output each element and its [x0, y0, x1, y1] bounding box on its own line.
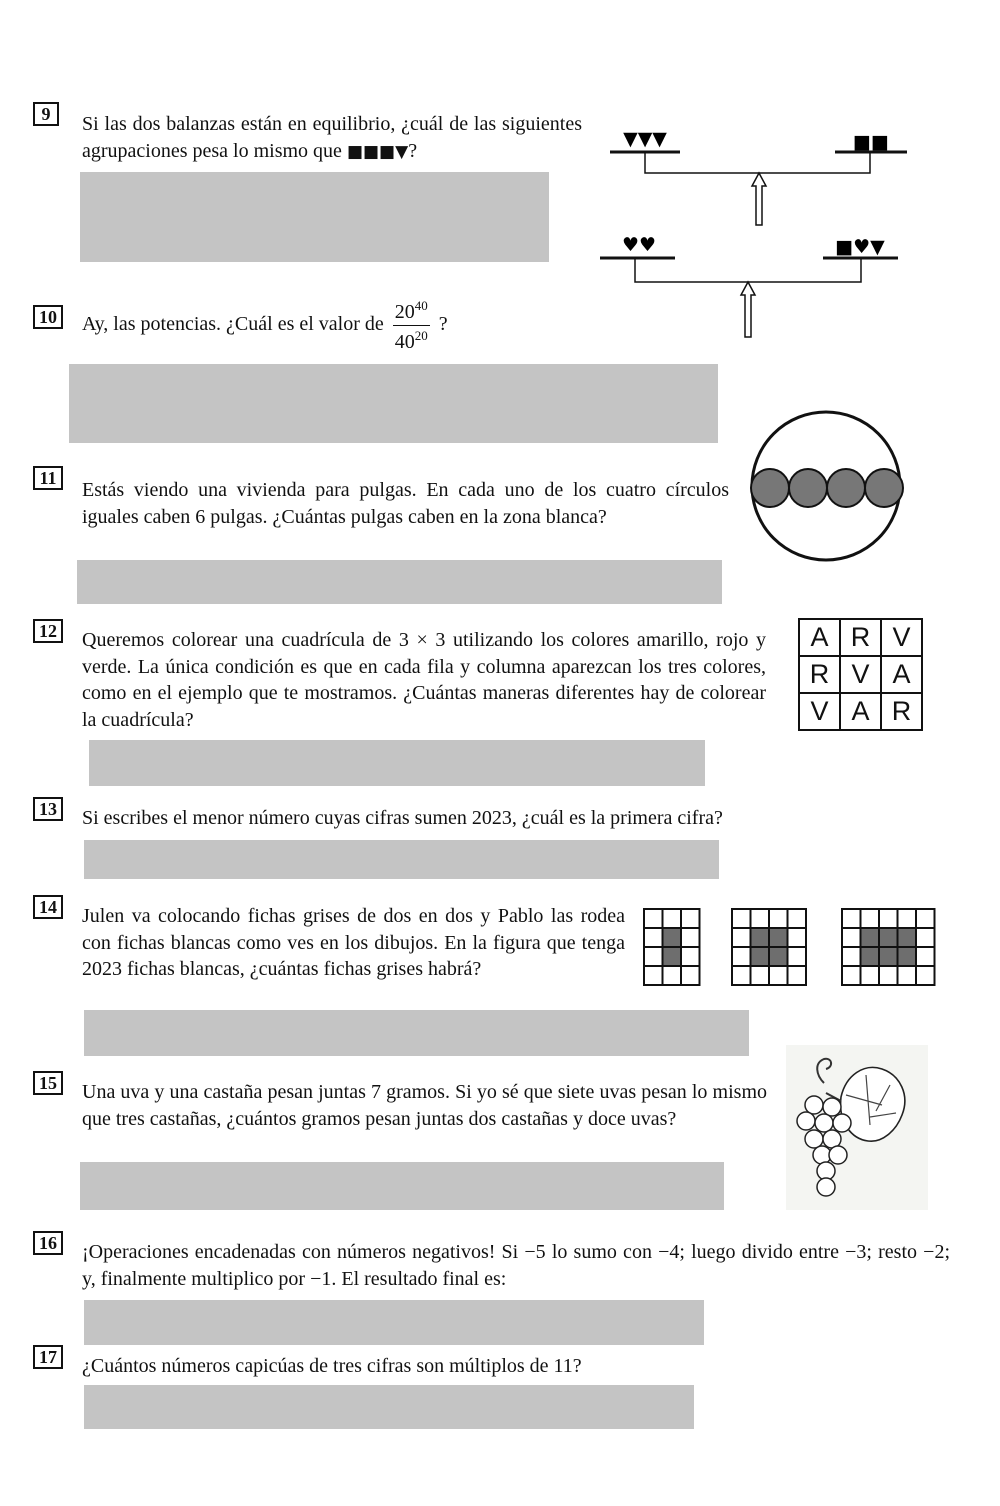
- gray-tile: [861, 947, 880, 966]
- problem-number-11: 11: [33, 466, 63, 490]
- grid-row: [799, 619, 922, 656]
- answer-box-16[interactable]: [84, 1300, 704, 1345]
- problem-number-13: 13: [33, 797, 63, 821]
- problem-text-14: Julen va colocando fichas grises de dos en dos y Pablo las rodea con fichas blancas como ves en los dibujos. En la figura que tenga 2023 fichas blancas, ¿cuántas fichas grises habrá?: [82, 905, 625, 980]
- white-tile: [732, 928, 751, 947]
- bottom-right-weights: ■♥▼: [835, 236, 885, 258]
- white-tile: [788, 966, 807, 985]
- grid-cell: A: [881, 656, 922, 693]
- small-circle-3: [827, 469, 865, 507]
- balance-scales-figure: [595, 120, 915, 345]
- gray-tile: [663, 947, 682, 966]
- tile-figure-1: [644, 909, 700, 985]
- white-tile: [898, 966, 917, 985]
- denominator-base: 40: [394, 330, 415, 353]
- white-tile: [842, 928, 861, 947]
- white-tile: [751, 966, 770, 985]
- white-tile: [663, 966, 682, 985]
- top-left-weights: ▼▼▼: [623, 128, 667, 150]
- grid-cell: R: [840, 619, 881, 656]
- problem-text-16: ¡Operaciones encadenadas con números negativos! Si −5 lo sumo con −4; luego divido entre −3; resto −2; y, finalmente multiplico por −1. El resultado final es:: [82, 1241, 950, 1290]
- gray-tile: [769, 947, 788, 966]
- flea-house-figure: [748, 408, 908, 568]
- problem-text-9-b: ?: [408, 139, 418, 162]
- problem-text-9: [82, 111, 582, 165]
- white-tile: [681, 947, 700, 966]
- white-tile: [732, 909, 751, 928]
- problem-text-10-b: ?: [438, 313, 448, 335]
- problem-number-16: 16: [33, 1231, 63, 1255]
- answer-box-12[interactable]: [89, 740, 705, 786]
- tile-figure-3: [842, 909, 935, 985]
- white-tile: [879, 966, 898, 985]
- white-tile: [644, 966, 663, 985]
- tile-figures: [640, 905, 940, 990]
- white-tile: [842, 947, 861, 966]
- numerator-exponent: 40: [414, 297, 428, 313]
- white-tile: [769, 909, 788, 928]
- problem-number-14: 14: [33, 895, 63, 919]
- weight-symbols: ■■■▼: [346, 141, 409, 162]
- white-tile: [842, 909, 861, 928]
- gray-tile: [663, 928, 682, 947]
- white-tile: [916, 947, 935, 966]
- problem-text-17: ¿Cuántos números capicúas de tres cifras son múltiplos de 11?: [82, 1355, 582, 1377]
- answer-box-15[interactable]: [80, 1162, 724, 1210]
- grid-cell: R: [881, 693, 922, 730]
- problem-text-10: [82, 296, 562, 352]
- answer-box-10[interactable]: [69, 364, 718, 443]
- white-tile: [732, 966, 751, 985]
- gray-tile: [898, 947, 917, 966]
- white-tile: [861, 966, 880, 985]
- white-tile: [916, 928, 935, 947]
- white-tile: [681, 909, 700, 928]
- answer-box-11[interactable]: [77, 560, 722, 604]
- small-circle-1: [751, 469, 789, 507]
- problem-number-10: 10: [33, 305, 63, 329]
- white-tile: [898, 909, 917, 928]
- problem-text-9-a: Si las dos balanzas están en equilibrio, ¿cuál de las siguientes agrupaciones pesa lo mismo que: [82, 113, 582, 162]
- grid-row: [799, 656, 922, 693]
- top-right-weights: ■■: [853, 131, 889, 153]
- problem-text-13: Si escribes el menor número cuyas cifras sumen 2023, ¿cuál es la primera cifra?: [82, 807, 723, 829]
- white-tile: [788, 947, 807, 966]
- numerator-base: 20: [394, 300, 415, 323]
- power-fraction: [393, 299, 430, 352]
- denominator-exponent: 20: [414, 327, 428, 343]
- white-tile: [916, 909, 935, 928]
- problem-text-10-a: Ay, las potencias. ¿Cuál es el valor de: [82, 313, 384, 335]
- answer-box-17[interactable]: [84, 1385, 694, 1429]
- white-tile: [644, 928, 663, 947]
- gray-tile: [751, 928, 770, 947]
- white-tile: [644, 947, 663, 966]
- white-tile: [663, 909, 682, 928]
- white-tile: [916, 966, 935, 985]
- answer-box-13[interactable]: [84, 840, 719, 879]
- problem-number-17: 17: [33, 1345, 63, 1369]
- white-tile: [681, 928, 700, 947]
- white-tile: [751, 909, 770, 928]
- white-tile: [842, 966, 861, 985]
- problem-number-9: 9: [33, 102, 59, 126]
- answer-box-9[interactable]: [80, 172, 549, 262]
- white-tile: [732, 947, 751, 966]
- gray-tile: [898, 928, 917, 947]
- gray-tile: [751, 947, 770, 966]
- grid-row: [799, 693, 922, 730]
- white-tile: [644, 909, 663, 928]
- small-circle-2: [789, 469, 827, 507]
- white-tile: [788, 909, 807, 928]
- small-circle-4: [865, 469, 903, 507]
- white-tile: [861, 909, 880, 928]
- grape-bunch-image: [786, 1045, 928, 1210]
- gray-tile: [879, 928, 898, 947]
- gray-tile: [769, 928, 788, 947]
- white-tile: [879, 909, 898, 928]
- problem-text-12: Queremos colorear una cuadrícula de 3 × 3 utilizando los colores amarillo, rojo y verde. La única condición es que en cada fila y columna aparezcan los tres colores, como en el ejemplo que te mostramos. ¿Cuántas maneras diferentes hay de colorear la cuadrícula?: [82, 629, 766, 731]
- answer-box-14[interactable]: [84, 1010, 749, 1056]
- gray-tile: [861, 928, 880, 947]
- white-tile: [681, 966, 700, 985]
- color-grid-example: [798, 618, 923, 731]
- grid-cell: A: [840, 693, 881, 730]
- grid-cell: R: [799, 656, 840, 693]
- grid-cell: A: [799, 619, 840, 656]
- grid-cell: V: [840, 656, 881, 693]
- white-tile: [769, 966, 788, 985]
- tile-figure-2: [732, 909, 806, 985]
- problem-number-15: 15: [33, 1071, 63, 1095]
- problem-number-12: 12: [33, 619, 63, 643]
- problem-text-11: Estás viendo una vivienda para pulgas. En cada uno de los cuatro círculos iguales caben 6 pulgas. ¿Cuántas pulgas caben en la zona blanca?: [82, 479, 729, 528]
- grid-cell: V: [881, 619, 922, 656]
- bottom-left-weights: ♥♥: [621, 234, 657, 256]
- white-tile: [788, 928, 807, 947]
- grid-cell: V: [799, 693, 840, 730]
- gray-tile: [879, 947, 898, 966]
- problem-text-15: Una uva y una castaña pesan juntas 7 gramos. Si yo sé que siete uvas pesan lo mismo que tres castañas, ¿cuántos gramos pesan juntas dos castañas y doce uvas?: [82, 1081, 767, 1130]
